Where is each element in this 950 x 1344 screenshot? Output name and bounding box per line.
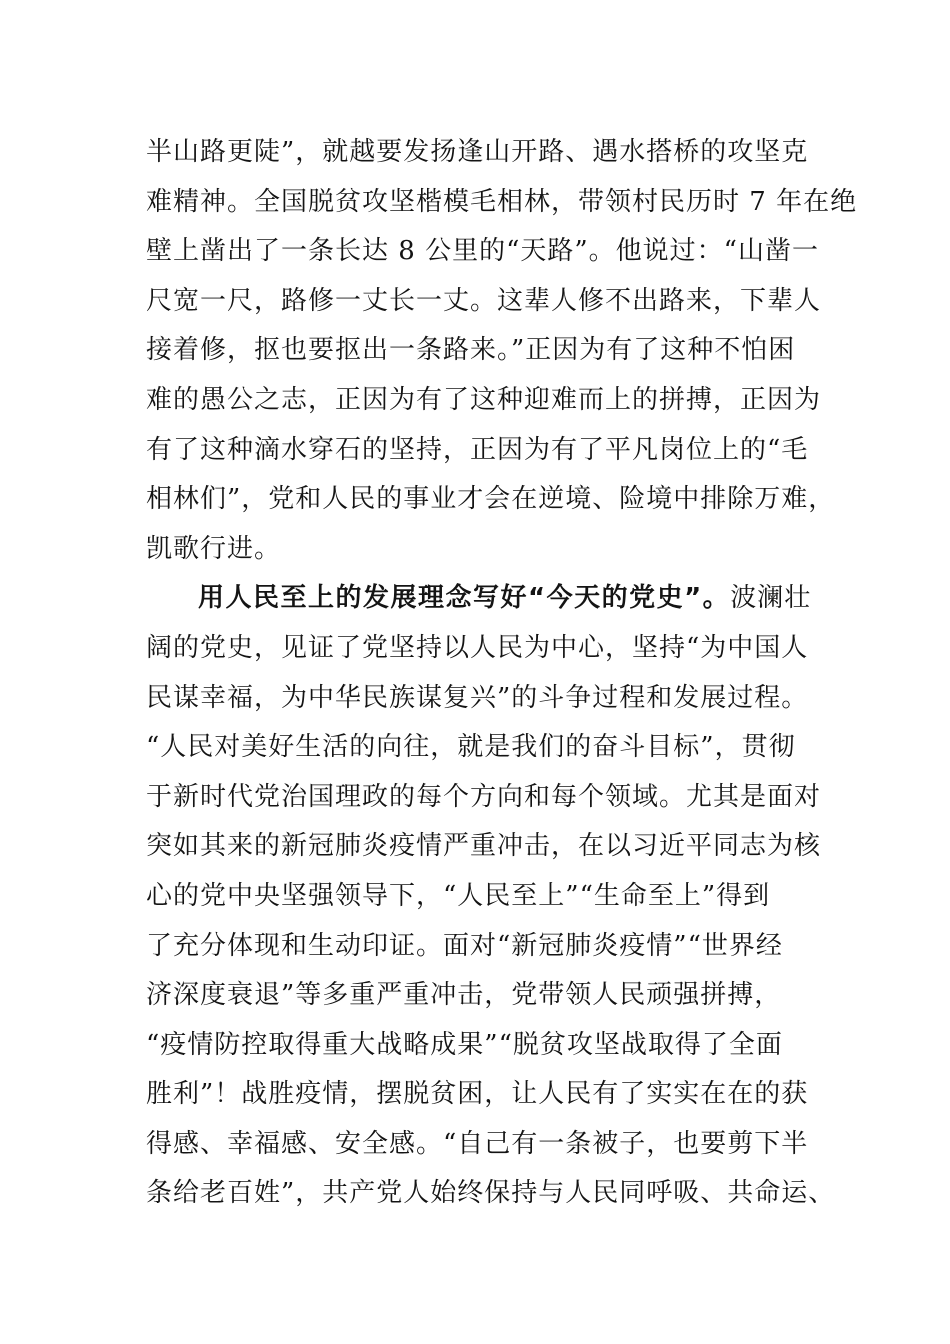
text-line: 阔的党史，见证了党坚持以人民为中心，坚持“为中国人 (146, 632, 809, 663)
text-line: 突如其来的新冠肺炎疫情严重冲击，在以习近平同志为核 (146, 831, 822, 862)
text-line: 心的党中央坚强领导下，“人民至上”“生命至上”得到 (146, 880, 771, 911)
text-line: 尺宽一尺，路修一丈长一丈。这辈人修不出路来，下辈人 (146, 285, 822, 316)
text-line: 半山路更陡”，就越要发扬逢山开路、遇水搭桥的攻坚克 (146, 137, 809, 167)
text-line: 难的愚公之志，正因为有了这种迎难而上的拼搏，正因为 (146, 384, 822, 415)
text-line: “人民对美好生活的向往，就是我们的奋斗目标”，贯彻 (146, 732, 796, 763)
text-line: “疫情防控取得重大战略成果”“脱贫攻坚战取得了全面 (146, 1029, 783, 1060)
text-line: 胜利”！战胜疫情，摆脱贫困，让人民有了实实在在的获 (146, 1079, 809, 1110)
paragraph-heading: 用人民至上的发展理念写好“今天的党史”。 (198, 583, 731, 614)
paragraph-1 (146, 128, 858, 574)
text-line: 壁上凿出了一条长达 8 公里的“天路”。他说过：“山凿一 (146, 236, 819, 267)
text-line: 相林们”，党和人民的事业才会在逆境、险境中排除万难， (146, 484, 836, 515)
text-line: 民谋幸福，为中华民族谋复兴”的斗争过程和发展过程。 (146, 682, 809, 713)
heading-trailing-text: 波澜壮 (730, 583, 812, 614)
text-line: 了充分体现和生动印证。面对“新冠肺炎疫情”“世界经 (146, 930, 783, 961)
text-line: 凯歌行进。 (146, 533, 282, 564)
text-line: 有了这种滴水穿石的坚持，正因为有了平凡岗位上的“毛 (146, 434, 809, 465)
body-text (146, 128, 858, 1219)
text-line-first (146, 574, 812, 624)
text-line: 条给老百姓”，共产党人始终保持与人民同呼吸、共命运、 (146, 1178, 836, 1209)
text-line: 济深度衰退”等多重严重冲击，党带领人民顽强拼搏， (146, 980, 782, 1011)
text-line: 接着修，抠也要抠出一条路来。”正因为有了这种不怕困 (146, 335, 796, 366)
text-line: 于新时代党治国理政的每个方向和每个领域。尤其是面对 (146, 781, 822, 812)
paragraph-2 (146, 574, 836, 1219)
text-line: 难精神。全国脱贫攻坚楷模毛相林，带领村民历时 7 年在绝 (146, 186, 858, 217)
text-line: 得感、幸福感、安全感。“自己有一条被子，也要剪下半 (146, 1128, 809, 1159)
